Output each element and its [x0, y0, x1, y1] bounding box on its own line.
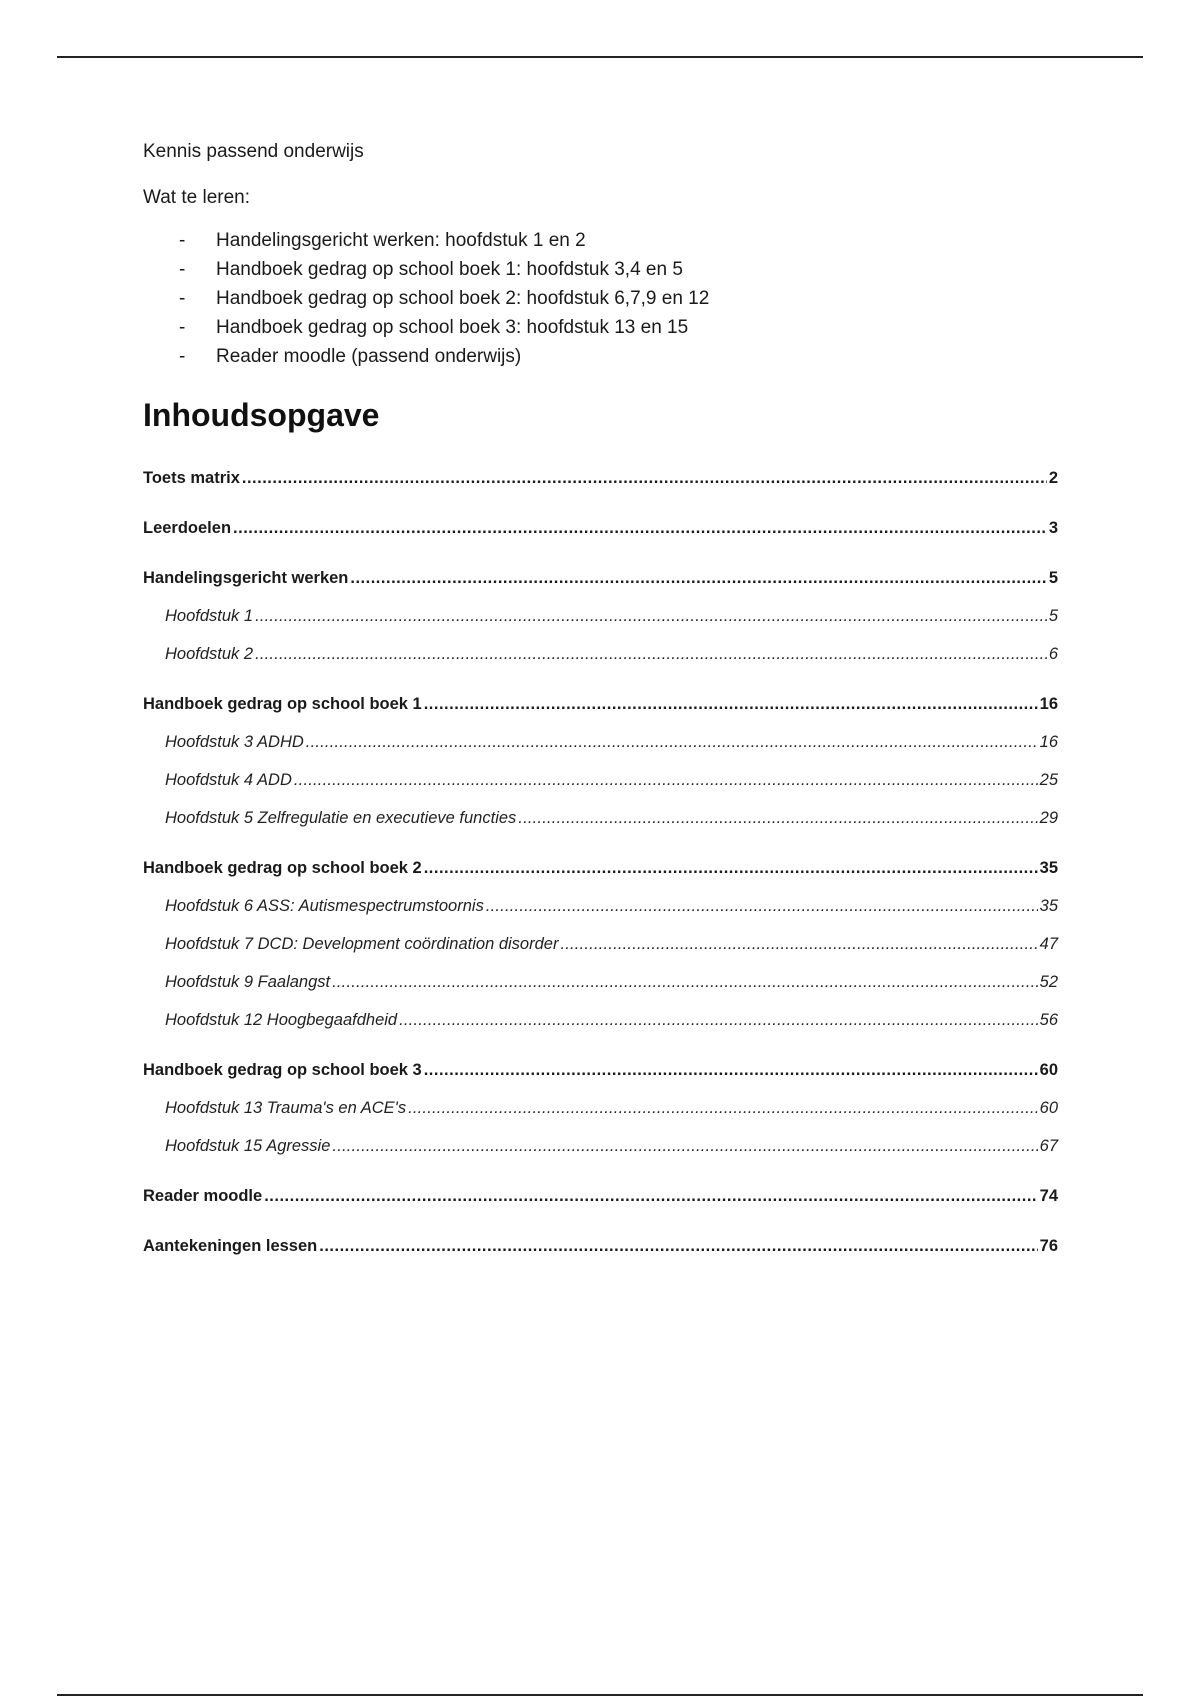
dot-leader: [332, 1137, 1037, 1156]
toc-entry-label: Hoofdstuk 2: [165, 645, 254, 663]
toc-entry[interactable]: [143, 859, 1058, 885]
toc-subentry[interactable]: [143, 733, 1058, 759]
toc-subentry[interactable]: [143, 607, 1058, 633]
toc-page-number: 2: [1048, 469, 1058, 487]
list-item: [143, 226, 1058, 255]
toc-entry-label: Toets matrix: [143, 469, 240, 487]
toc-entry-label: Hoofdstuk 5 Zelfregulatie en executieve functies: [165, 809, 517, 827]
toc-subentry[interactable]: [143, 935, 1058, 961]
dot-leader: [350, 569, 1046, 588]
document-heading: Kennis passend onderwijs: [143, 141, 364, 162]
toc-subentry[interactable]: [143, 645, 1058, 671]
toc-page-number: 3: [1048, 519, 1058, 537]
toc-page-number: 60: [1039, 1061, 1058, 1079]
toc-subentry[interactable]: [143, 771, 1058, 797]
list-bullet: -: [179, 230, 186, 251]
dot-leader: [560, 935, 1037, 954]
dot-leader: [319, 1237, 1037, 1256]
toc-subentry[interactable]: [143, 897, 1058, 923]
list-bullet: -: [179, 288, 186, 309]
learn-subheading: Wat te leren:: [143, 187, 251, 208]
toc-entry-label: Leerdoelen: [143, 519, 232, 537]
list-item-text: Handboek gedrag op school boek 3: hoofdstuk 13 en 15: [216, 317, 689, 338]
toc-entry-label: Handboek gedrag op school boek 1: [143, 695, 422, 713]
dot-leader: [233, 519, 1047, 538]
list-item-text: Handelingsgericht werken: hoofdstuk 1 en 2: [216, 230, 586, 251]
dot-leader: [332, 973, 1038, 992]
document-body: [143, 140, 1058, 1263]
toc-page-number: 52: [1039, 973, 1058, 991]
toc-entry[interactable]: [143, 469, 1058, 495]
toc-entry-label: Hoofdstuk 1: [165, 607, 254, 625]
table-of-contents: [143, 469, 1058, 1263]
dot-leader: [242, 469, 1047, 488]
toc-entry[interactable]: [143, 1061, 1058, 1087]
toc-subentry[interactable]: [143, 973, 1058, 999]
toc-entry[interactable]: [143, 695, 1058, 721]
toc-page-number: 5: [1048, 607, 1058, 625]
list-item-text: Handboek gedrag op school boek 1: hoofdstuk 3,4 en 5: [216, 259, 683, 280]
list-item-text: Reader moodle (passend onderwijs): [216, 346, 522, 367]
learn-list: [143, 226, 1058, 371]
dot-leader: [294, 771, 1038, 790]
list-bullet: -: [179, 346, 186, 367]
list-item-text: Handboek gedrag op school boek 2: hoofdstuk 6,7,9 en 12: [216, 288, 710, 309]
dot-leader: [424, 859, 1038, 878]
toc-entry-label: Hoofdstuk 6 ASS: Autismespectrumstoornis: [165, 897, 484, 915]
dot-leader: [264, 1187, 1037, 1206]
dot-leader: [255, 645, 1047, 664]
header-rule: [57, 56, 1143, 58]
toc-subentry[interactable]: [143, 1137, 1058, 1163]
list-item: [143, 342, 1058, 371]
toc-page-number: 47: [1039, 935, 1058, 953]
toc-entry-label: Handelingsgericht werken: [143, 569, 349, 587]
dot-leader: [408, 1099, 1038, 1118]
dot-leader: [399, 1011, 1038, 1030]
toc-title: Inhoudsopgave: [143, 397, 380, 433]
toc-page-number: 76: [1039, 1237, 1058, 1255]
dot-leader: [424, 1061, 1038, 1080]
toc-entry-label: Hoofdstuk 9 Faalangst: [165, 973, 331, 991]
dot-leader: [424, 695, 1038, 714]
toc-page-number: 16: [1039, 733, 1058, 751]
list-item: [143, 284, 1058, 313]
toc-page-number: 74: [1039, 1187, 1058, 1205]
toc-page-number: 5: [1048, 569, 1058, 587]
toc-entry-label: Handboek gedrag op school boek 2: [143, 859, 422, 877]
toc-entry-label: Hoofdstuk 3 ADHD: [165, 733, 304, 751]
footer-rule: [57, 1694, 1143, 1696]
toc-page-number: 60: [1039, 1099, 1058, 1117]
toc-entry-label: Handboek gedrag op school boek 3: [143, 1061, 422, 1079]
toc-entry[interactable]: [143, 1237, 1058, 1263]
toc-page-number: 56: [1039, 1011, 1058, 1029]
list-item: [143, 313, 1058, 342]
toc-entry-label: Hoofdstuk 13 Trauma's en ACE's: [165, 1099, 407, 1117]
list-item: [143, 255, 1058, 284]
toc-entry-label: Hoofdstuk 7 DCD: Development coördination disorder: [165, 935, 559, 953]
toc-page-number: 16: [1039, 695, 1058, 713]
toc-subentry[interactable]: [143, 1011, 1058, 1037]
toc-entry-label: Hoofdstuk 12 Hoogbegaafdheid: [165, 1011, 398, 1029]
dot-leader: [255, 607, 1047, 626]
dot-leader: [486, 897, 1038, 916]
toc-page-number: 35: [1039, 859, 1058, 877]
list-bullet: -: [179, 317, 186, 338]
toc-entry-label: Reader moodle: [143, 1187, 263, 1205]
dot-leader: [306, 733, 1038, 752]
toc-page-number: 29: [1039, 809, 1058, 827]
toc-entry[interactable]: [143, 519, 1058, 545]
toc-entry[interactable]: [143, 1187, 1058, 1213]
toc-entry-label: Hoofdstuk 15 Agressie: [165, 1137, 331, 1155]
list-bullet: -: [179, 259, 186, 280]
toc-page-number: 25: [1039, 771, 1058, 789]
toc-subentry[interactable]: [143, 809, 1058, 835]
toc-page-number: 67: [1039, 1137, 1058, 1155]
toc-entry-label: Hoofdstuk 4 ADD: [165, 771, 292, 789]
toc-page-number: 6: [1048, 645, 1058, 663]
toc-subentry[interactable]: [143, 1099, 1058, 1125]
dot-leader: [518, 809, 1037, 828]
toc-entry-label: Aantekeningen lessen: [143, 1237, 318, 1255]
toc-entry[interactable]: [143, 569, 1058, 595]
toc-page-number: 35: [1039, 897, 1058, 915]
